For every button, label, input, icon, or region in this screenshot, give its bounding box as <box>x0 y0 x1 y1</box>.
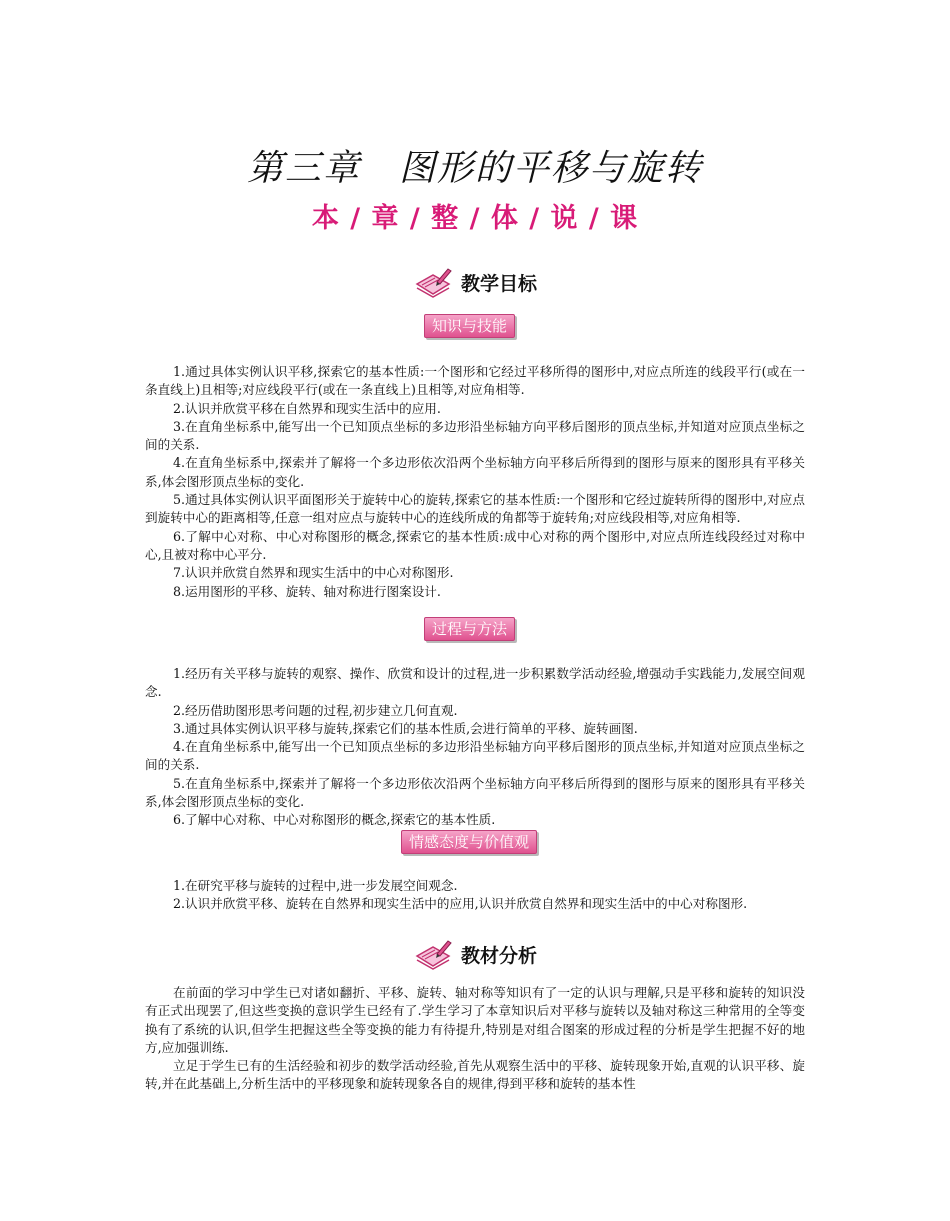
chapter-title: 第三章 图形的平移与旋转 <box>246 148 703 189</box>
section-subtitle: 本 / 章 / 整 / 体 / 说 / 课 <box>311 203 639 234</box>
list-item: 6.了解中心对称、中心对称图形的概念,探索它的基本性质:成中心对称的两个图形中,对应点所连线段经过对称中心,且被对称中心平分. <box>145 528 805 562</box>
list-item: 7.认识并欣赏自然界和现实生活中的中心对称图形. <box>173 565 454 581</box>
list-item: 1.经历有关平移与旋转的观察、操作、欣赏和设计的过程,进一步积累数学活动经验,增强动手实践能力,发展空间观念. <box>145 666 805 700</box>
list-item: 2.认识并欣赏平移在自然界和现实生活中的应用. <box>173 400 441 416</box>
list-item: 1.在研究平移与旋转的过程中,进一步发展空间观念. <box>173 878 458 893</box>
process-methods-list <box>145 665 805 830</box>
attitude-values-list <box>145 877 805 914</box>
notebook-pencil-icon <box>413 938 453 970</box>
notebook-pencil-icon <box>413 266 453 298</box>
list-item: 4.在直角坐标系中,能写出一个已知顶点坐标的多边形沿坐标轴方向平移后图形的顶点坐标,并知道对应顶点坐标之间的关系. <box>145 739 805 773</box>
knowledge-skills-tag: 知识与技能 <box>424 314 515 338</box>
paragraph: 在前面的学习中学生已对诸如翻折、平移、旋转、轴对称等知识有了一定的认识与理解,只是平移和旋转的知识没有正式出现罢了,但这些变换的意识学生已经有了.学生学习了本章知识后对平移与旋转以及轴对称这三种常用的全等变换有了系统的认识,但学生把握这些全等变换的能力有待提升,特别是对组合图案的形成过程的分析是学生把握不好的地方,应加强训练. <box>145 985 805 1055</box>
list-item: 1.通过具体实例认识平移,探索它的基本性质:一个图形和它经过平移所得的图形中,对应点所连的线段平行(或在一条直线上)且相等;对应线段平行(或在一条直线上)且相等,对应角相等. <box>145 364 805 398</box>
material-analysis-title: 教材分析 <box>460 944 537 967</box>
list-item: 3.通过具体实例认识平移与旋转,探索它们的基本性质,会进行简单的平移、旋转画图. <box>173 720 638 736</box>
list-item: 3.在直角坐标系中,能写出一个已知顶点坐标的多边形沿坐标轴方向平移后图形的顶点坐标,并知道对应顶点坐标之间的关系. <box>145 418 805 453</box>
process-methods-tag: 过程与方法 <box>424 617 515 641</box>
material-analysis-body <box>145 984 805 1094</box>
list-item: 5.在直角坐标系中,探索并了解将一个多边形依次沿两个坐标轴方向平移后所得到的图形与原来的图形具有平移关系,体会图形顶点坐标的变化. <box>145 775 805 810</box>
teaching-goals-title: 教学目标 <box>460 272 537 295</box>
attitude-values-tag: 情感态度与价值观 <box>401 830 537 854</box>
list-item: 2.认识并欣赏平移、旋转在自然界和现实生活中的应用,认识并欣赏自然界和现实生活中的中心对称图形. <box>173 896 748 912</box>
list-item: 2.经历借助图形思考问题的过程,初步建立几何直观. <box>173 702 458 718</box>
list-item: 4.在直角坐标系中,探索并了解将一个多边形依次沿两个坐标轴方向平移后所得到的图形与原来的图形具有平移关系,体会图形顶点坐标的变化. <box>145 455 805 489</box>
knowledge-skills-list <box>145 363 805 601</box>
teaching-goals-heading <box>0 266 950 298</box>
paragraph: 立足于学生已有的生活经验和初步的数学活动经验,首先从观察生活中的平移、旋转现象开始,直观的认识平移、旋转,并在此基础上,分析生活中的平移现象和旋转现象各自的规律,得到平移和旋转的基本性 <box>145 1058 805 1092</box>
material-analysis-heading <box>0 938 950 970</box>
list-item: 5.通过具体实例认识平面图形关于旋转中心的旋转,探索它的基本性质:一个图形和它经过旋转所得的图形中,对应点到旋转中心的距离相等,任意一组对应点与旋转中心的连线所成的角都等于旋转角;对应线段相等,对应角相等. <box>145 492 805 526</box>
list-item: 6.了解中心对称、中心对称图形的概念,探索它的基本性质. <box>173 812 496 828</box>
list-item: 8.运用图形的平移、旋转、轴对称进行图案设计. <box>173 583 441 599</box>
